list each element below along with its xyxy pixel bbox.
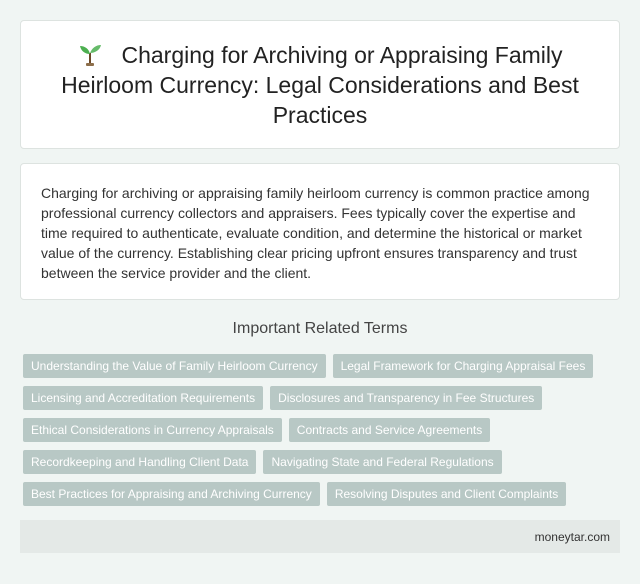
related-term-tag[interactable]: Recordkeeping and Handling Client Data (23, 450, 256, 474)
site-link[interactable]: moneytar.com (534, 529, 610, 544)
description-text: Charging for archiving or appraising family heirloom currency is common practice among professional currency collectors and appraisers. Fees typically cover the expertise and time required to authenticate, evaluate condition, and determine the historical or market value of the currency. Establishing clear pricing upfront ensures transparency and trust between the service provider and the client. (41, 185, 590, 281)
related-term-tag[interactable]: Disclosures and Transparency in Fee Structures (270, 386, 542, 410)
related-terms-heading: Important Related Terms (232, 320, 408, 337)
related-term-tag[interactable]: Best Practices for Appraising and Archiving Currency (23, 482, 320, 506)
page-title (51, 40, 589, 130)
description-card (20, 163, 620, 300)
related-term-tag[interactable]: Understanding the Value of Family Heirloom Currency (23, 354, 326, 378)
related-term-tag[interactable]: Licensing and Accreditation Requirements (23, 386, 263, 410)
sprout-icon (77, 42, 103, 66)
related-term-tag[interactable]: Resolving Disputes and Client Complaints (327, 482, 566, 506)
related-term-tag[interactable]: Legal Framework for Charging Appraisal Fees (333, 354, 594, 378)
related-term-tag[interactable]: Ethical Considerations in Currency Appraisals (23, 418, 282, 442)
related-term-tag[interactable]: Contracts and Service Agreements (289, 418, 490, 442)
page-title-text: Charging for Archiving or Appraising Family Heirloom Currency: Legal Considerations and Best Practices (61, 41, 579, 128)
footer (20, 520, 620, 553)
title-card (20, 20, 620, 149)
related-term-tag[interactable]: Navigating State and Federal Regulations (263, 450, 501, 474)
related-terms-list (23, 354, 603, 506)
